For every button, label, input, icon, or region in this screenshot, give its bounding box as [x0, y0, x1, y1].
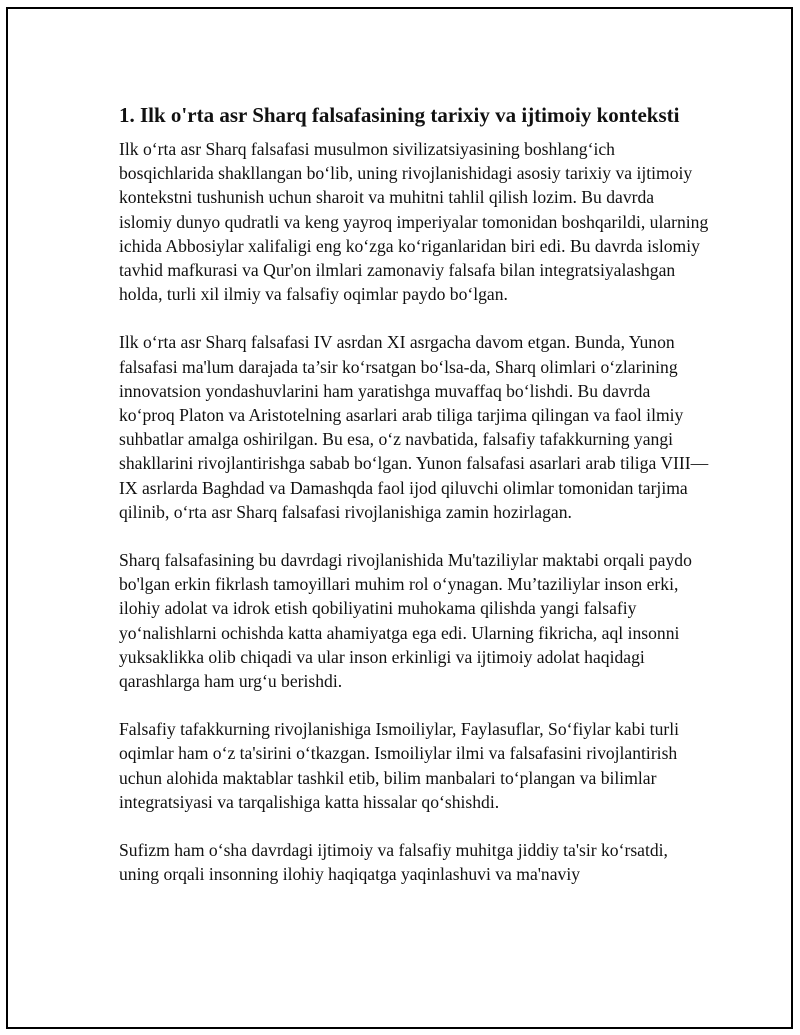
paragraph-5: Sufizm ham o‘sha davrdagi ijtimoiy va falsafiy muhitga jiddiy ta'sir ko‘rsatdi, uning orqali insonning ilohiy haqiqatga yaqinlashuvi va ma'naviy [119, 840, 668, 885]
document-body [119, 101, 709, 886]
paragraph-4: Falsafiy tafakkurning rivojlanishiga Ismoiliylar, Faylasuflar, So‘fiylar kabi turli oqimlar ham o‘z ta'sirini o‘tkazgan. Ismoiliylar ilmi va falsafasini rivojlantirish uchun alohida maktablar tashkil etib, bilim manbalari to‘plangan va bilimlar integratsiyasi va tarqalishiga katta hissalar qo‘shishdi. [119, 719, 680, 812]
document-page [6, 7, 793, 1029]
paragraph-2: Ilk o‘rta asr Sharq falsafasi IV asrdan XI asrgacha davom etgan. Bunda, Yunon falsafasi ma'lum darajada ta’sir ko‘rsatgan bo‘lsa-da, Sharq olimlari o‘zlarining innovatsion yondashuvlarini ham yaratishga muvaffaq bo‘lishdi. Bu davrda ko‘proq Platon va Aristotelning asarlari arab tiliga tarjima qilingan va faol ilmiy suhbatlar amalga oshirilgan. Bu esa, o‘z navbatida, falsafiy tafakkurning yangi shakllarini rivojlantirishga sabab bo‘lgan. Yunon falsafasi asarlari arab tiliga VIII—IX asrlarda Baghdad va Damashqda faol ijod qiluvchi olimlar tomonidan tarjima qilinib, o‘rta asr Sharq falsafasi rivojlanishiga zamin hozirlagan. [119, 332, 709, 522]
paragraph-3: Sharq falsafasining bu davrdagi rivojlanishida Mu'taziliylar maktabi orqali paydo bo'lgan erkin fikrlash tamoyillari muhim rol o‘ynagan. Mu’taziliylar inson erki, ilohiy adolat va idrok etish qobiliyatini muhokama qilishda yangi falsafiy yo‘nalishlarni ochishda katta ahamiyatga ega edi. Ularning fikricha, aql insonni yuksaklikka olib chiqadi va ular inson erkinligi va ijtimoiy adolat haqidagi qarashlarga ham urg‘u berishdi. [119, 550, 692, 692]
paragraph-1: Ilk o‘rta asr Sharq falsafasi musulmon sivilizatsiyasining boshlang‘ich bosqichlarida shakllangan bo‘lib, uning rivojlanishidagi asosiy tarixiy va ijtimoiy kontekstni tushunish uchun sharoit va muhitni tahlil qilish lozim. Bu davrda islomiy dunyo qudratli va keng yayroq imperiyalar tomonidan boshqarildi, ularning ichida Abbosiylar xalifaligi eng ko‘zga ko‘riganlaridan biri edi. Bu davrda islomiy tavhid mafkurasi va Qur'on ilmlari zamonaviy falsafa bilan integratsiyalashgan holda, turli xil ilmiy va falsafiy oqimlar paydo bo‘lgan. [119, 139, 709, 305]
section-heading: 1. Ilk o'rta asr Sharq falsafasining tarixiy va ijtimoiy konteksti [119, 103, 680, 127]
